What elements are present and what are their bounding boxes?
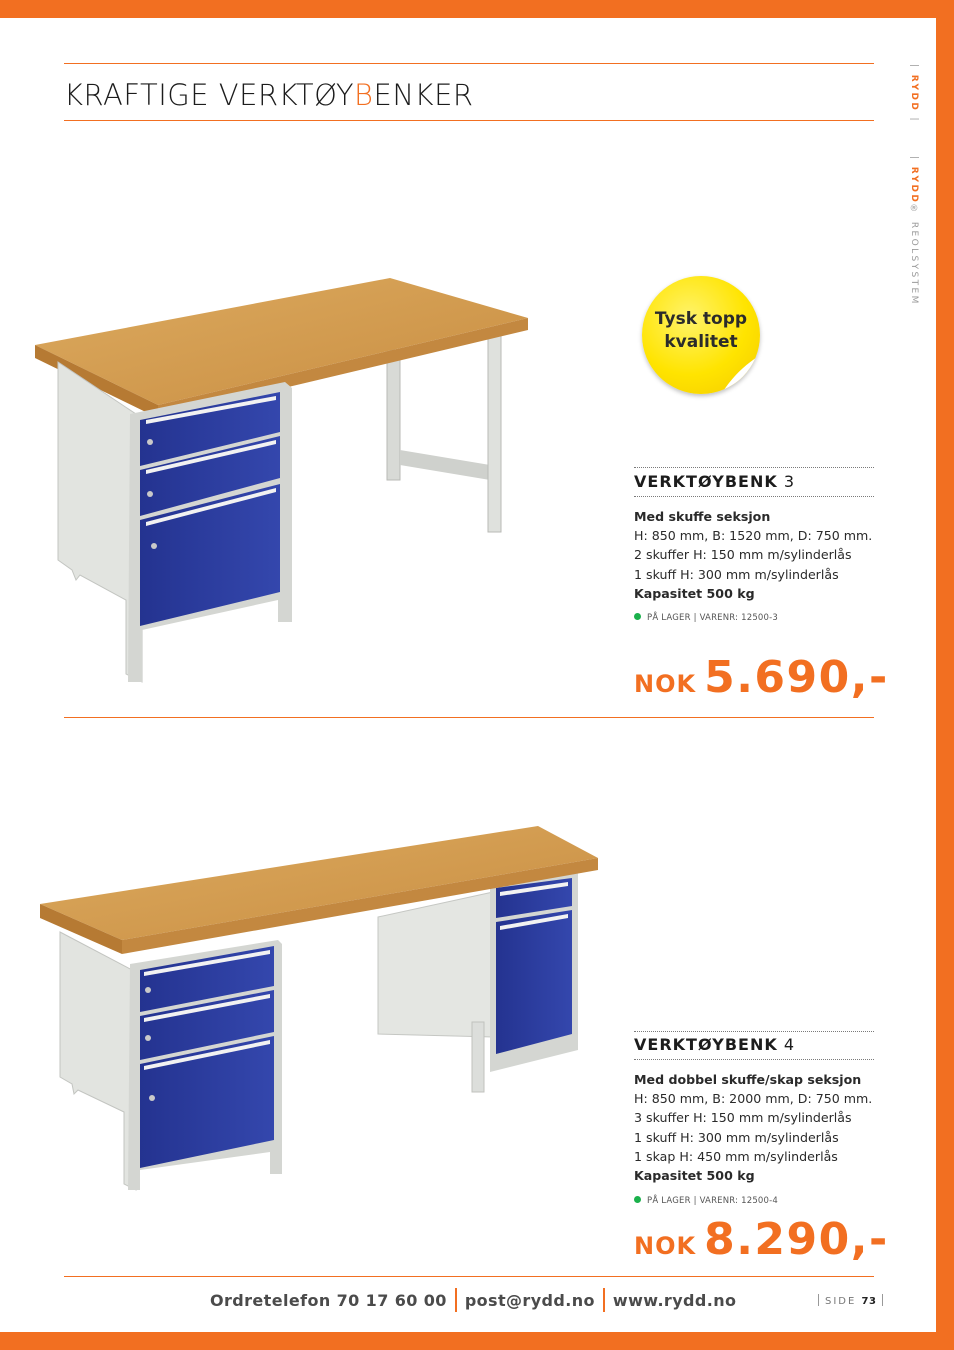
product-3-price: NOK 5.690,- (634, 652, 889, 703)
product-4-top-divider (634, 1031, 874, 1032)
in-stock-icon (634, 613, 641, 620)
bottom-border (0, 1332, 954, 1350)
workbench-3-side-rail (400, 450, 490, 480)
product-3-specs: Med skuffe seksjon H: 850 mm, B: 1520 mm, D: 750 mm. 2 skuffer H: 150 mm m/sylinderlås 1 skuff H: 300 mm m/sylinderlås Kapasitet 500 kg (634, 509, 873, 601)
footer-email-link[interactable]: post@rydd.no (464, 1291, 595, 1310)
workbench-3-back-leg (387, 350, 400, 480)
product-4-bottom-divider (634, 1059, 874, 1060)
badge-curl-icon (712, 346, 760, 394)
section-divider (64, 717, 874, 718)
product-4-price: NOK 8.290,- (634, 1214, 889, 1265)
product-4-title: VERKTØYBENK 4 (634, 1035, 796, 1054)
badge-text: Tysk topp kvalitet (654, 309, 748, 352)
header-top-rule (64, 63, 874, 64)
header-bottom-rule (64, 120, 874, 121)
product-3-bottom-divider (634, 496, 874, 497)
right-border (936, 0, 954, 1350)
top-border (0, 0, 954, 18)
footer-phone[interactable]: Ordretelefon 70 17 60 00 (210, 1291, 447, 1310)
in-stock-icon (634, 1196, 641, 1203)
workbench-3-front-leg (488, 332, 501, 532)
footer-web-link[interactable]: www.rydd.no (612, 1291, 737, 1310)
product-3-top-divider (634, 467, 874, 468)
product-3-stock: PÅ LAGER | VARENR: 12500-3 (634, 613, 778, 623)
footer-rule (64, 1276, 874, 1277)
product-4-specs: Med dobbel skuffe/skap seksjon H: 850 mm, B: 2000 mm, D: 750 mm. 3 skuffer H: 150 mm m/sylinderlås 1 skuff H: 300 mm m/sylinderlås 1 skap H: 450 mm m/sylinderlås Kapasitet 500 kg (634, 1072, 873, 1184)
footer-separator (455, 1288, 457, 1312)
workbench-4-image (38, 822, 600, 1194)
side-tab-reolsystem: | RYDD® REOLSYSTEM (909, 156, 919, 306)
workbench-4-right-cabinet-side (378, 892, 493, 1037)
workbench-4-right-door (496, 910, 572, 1054)
workbench-4-left-cabinet-side (60, 932, 136, 1190)
footer-separator (603, 1288, 605, 1312)
product-4-stock: PÅ LAGER | VARENR: 12500-4 (634, 1196, 778, 1206)
product-3-title: VERKTØYBENK 3 (634, 472, 796, 491)
quality-badge (642, 276, 760, 394)
side-tab-brand: | RYDD | (909, 64, 919, 123)
page-number: SIDE 73 (812, 1294, 889, 1307)
workbench-3-image (30, 270, 530, 690)
footer-contact (210, 1288, 736, 1312)
page-title: KRAFTIGE VERKTØYBENKER (64, 78, 474, 112)
